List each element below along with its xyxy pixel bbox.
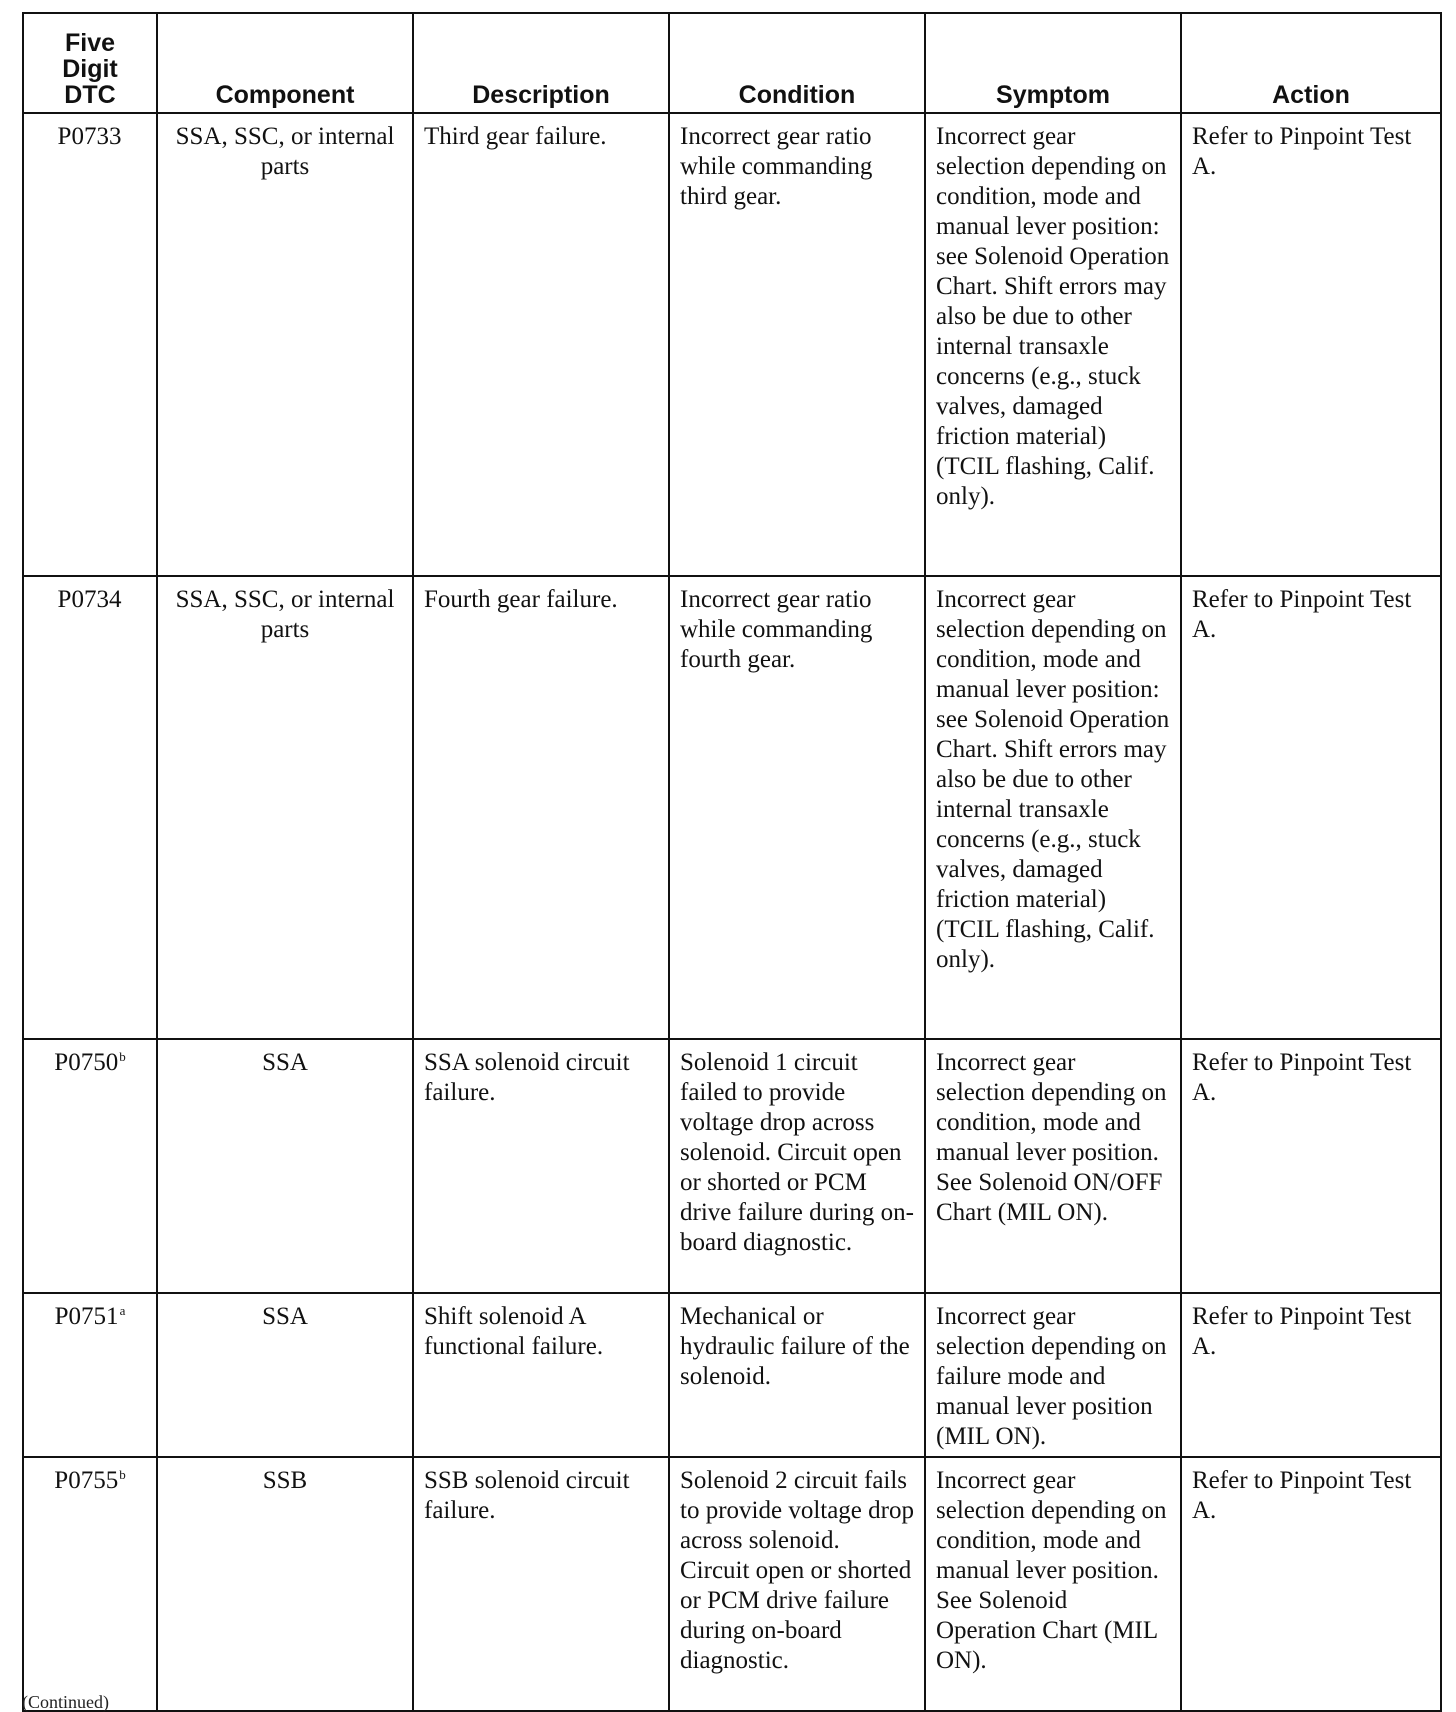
dtc-code: P0751 (54, 1303, 119, 1330)
cell-action: Refer to Pinpoint Test A. (1181, 576, 1441, 1039)
cell-condition: Incorrect gear ratio while commanding third gear. (669, 113, 925, 576)
cell-component: SSA, SSC, or internal parts (157, 113, 413, 576)
cell-description: Shift solenoid A functional failure. (413, 1293, 669, 1457)
cell-description: Third gear failure. (413, 113, 669, 576)
cell-description: Fourth gear failure. (413, 576, 669, 1039)
document-page (22, 12, 1440, 1712)
dtc-footnote-mark: b (119, 1048, 126, 1064)
cell-component: SSA (157, 1293, 413, 1457)
dtc-code: P0734 (57, 586, 122, 613)
cell-description: SSA solenoid circuit failure. (413, 1039, 669, 1293)
table-row (23, 1039, 1441, 1293)
continued-note: (Continued) (22, 1692, 109, 1712)
header-dtc-line2: Digit (62, 55, 118, 83)
cell-condition: Incorrect gear ratio while commanding fourth gear. (669, 576, 925, 1039)
header-dtc (23, 13, 157, 113)
cell-dtc (23, 1457, 157, 1711)
cell-dtc (23, 1293, 157, 1457)
header-component: Component (157, 13, 413, 113)
dtc-table (22, 12, 1442, 1712)
dtc-code: P0750 (54, 1049, 119, 1076)
cell-description: SSB solenoid circuit failure. (413, 1457, 669, 1711)
header-condition: Condition (669, 13, 925, 113)
table-row (23, 113, 1441, 576)
cell-symptom: Incorrect gear selection depending on condition, mode and manual lever position: see Solenoid Operation Chart. Shift errors may also be due to other internal transaxle concerns (e.g., stuck valves, damaged friction material) (TCIL flashing, Calif. only). (925, 576, 1181, 1039)
cell-component: SSA, SSC, or internal parts (157, 576, 413, 1039)
table-row (23, 1457, 1441, 1711)
cell-symptom: Incorrect gear selection depending on condition, mode and manual lever position. See Solenoid Operation Chart (MIL ON). (925, 1457, 1181, 1711)
cell-symptom: Incorrect gear selection depending on failure mode and manual lever position (MIL ON). (925, 1293, 1181, 1457)
cell-action: Refer to Pinpoint Test A. (1181, 113, 1441, 576)
header-dtc-line3: DTC (64, 81, 116, 109)
table-header-row (23, 13, 1441, 113)
header-symptom: Symptom (925, 13, 1181, 113)
cell-symptom: Incorrect gear selection depending on condition, mode and manual lever position. See Solenoid ON/OFF Chart (MIL ON). (925, 1039, 1181, 1293)
header-action: Action (1181, 13, 1441, 113)
cell-component: SSB (157, 1457, 413, 1711)
cell-action: Refer to Pinpoint Test A. (1181, 1293, 1441, 1457)
cell-dtc (23, 113, 157, 576)
dtc-code: P0755 (54, 1467, 119, 1494)
cell-action: Refer to Pinpoint Test A. (1181, 1457, 1441, 1711)
cell-symptom: Incorrect gear selection depending on condition, mode and manual lever position: see Solenoid Operation Chart. Shift errors may also be due to other internal transaxle concerns (e.g., stuck valves, damaged friction material) (TCIL flashing, Calif. only). (925, 113, 1181, 576)
cell-component: SSA (157, 1039, 413, 1293)
cell-dtc (23, 576, 157, 1039)
header-description: Description (413, 13, 669, 113)
cell-condition: Solenoid 1 circuit failed to provide voltage drop across solenoid. Circuit open or shorted or PCM drive failure during on-board diagnostic. (669, 1039, 925, 1293)
cell-dtc (23, 1039, 157, 1293)
table-row (23, 1293, 1441, 1457)
dtc-footnote-mark: a (119, 1302, 126, 1318)
cell-condition: Mechanical or hydraulic failure of the solenoid. (669, 1293, 925, 1457)
header-dtc-line1: Five (64, 29, 116, 57)
cell-condition: Solenoid 2 circuit fails to provide voltage drop across solenoid. Circuit open or shorted or PCM drive failure during on-board diagnostic. (669, 1457, 925, 1711)
dtc-code: P0733 (57, 123, 122, 150)
dtc-footnote-mark: b (119, 1466, 126, 1482)
table-row (23, 576, 1441, 1039)
cell-action: Refer to Pinpoint Test A. (1181, 1039, 1441, 1293)
